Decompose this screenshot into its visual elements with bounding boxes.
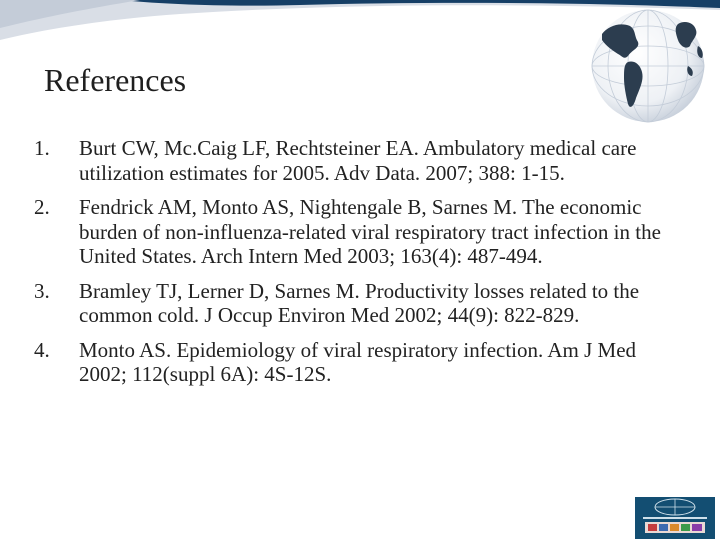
list-item [34, 338, 680, 387]
page-title: References [44, 62, 187, 98]
globe-icon [578, 6, 720, 128]
list-number: 3. [34, 278, 50, 303]
list-number: 2. [34, 195, 50, 219]
list-item [34, 279, 680, 328]
list-number: 1. [34, 136, 50, 160]
reference-text: Burt CW, Mc.Caig LF, Rechtsteiner EA. Ambulatory medical care utilization estimates for 2005. Adv Data. 2007; 388: 1-15. [79, 136, 637, 185]
reference-text: Bramley TJ, Lerner D, Sarnes M. Productivity losses related to the common cold. J Occup Environ Med 2002; 44(9): 822-829. [79, 278, 640, 327]
list-item [34, 136, 680, 185]
reference-text: Fendrick AM, Monto AS, Nightengale B, Sarnes M. The economic burden of non-influenza-related viral respiratory tract infection in the United States. Arch Intern Med 2003; 163(4): 487-494. [79, 195, 661, 268]
reference-list [34, 136, 680, 397]
list-item [34, 195, 680, 269]
list-number: 4. [34, 337, 50, 362]
society-logo-icon [635, 497, 715, 539]
reference-text: Monto AS. Epidemiology of viral respiratory infection. Am J Med 2002; 112(suppl 6A): 4S-12S. [79, 337, 637, 386]
